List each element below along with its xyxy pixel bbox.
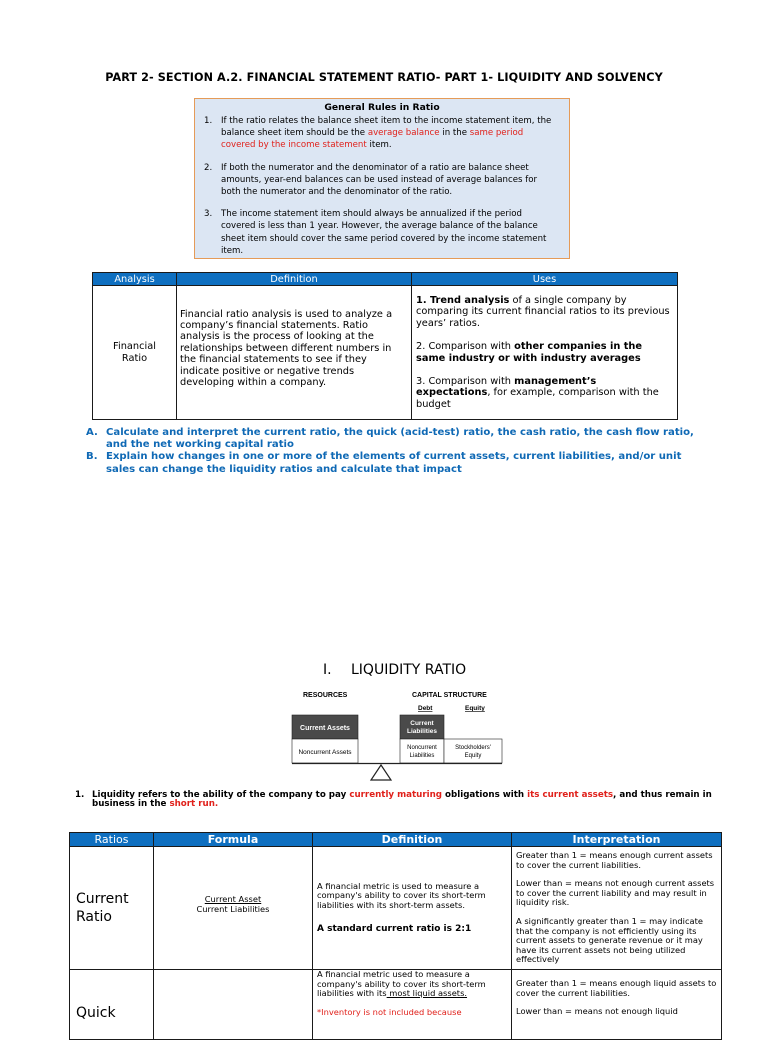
section-title: LIQUIDITY RATIO [351,662,467,678]
objective-item [86,427,706,451]
use-item: 3. Comparison with management’s expectations, for example, comparison with the budget [416,375,659,410]
interpretation-cell [512,970,722,1040]
rule-item [195,208,569,257]
ratios-table [69,832,722,1040]
column-header: Definition [177,273,412,286]
equity-block-label: Equity [464,753,482,759]
column-header: Uses [412,273,678,286]
interpretation-item: Lower than = means not enough liquid [516,1006,678,1017]
liquidity-definition: 1. Liquidity refers to the ability of the company to pay currently maturing obligations with its current assets, and thus remain in business in the short run. [75,790,712,810]
rule-text: If both the numerator and the denominator of a ratio are balance sheet amounts, year-end balances can be used instead of average balances for both the numerator and the denominator of the ratio. [221,162,538,198]
rule-text: The income statement item should always be annualized if the period covered is less than 1 year. However, the average balance of the balance sheet item should cover the same period covered by the income statement item. [221,209,547,256]
general-rules-box [194,98,570,259]
noncurrent-assets-label: Noncurrent Assets [298,749,352,756]
equity-block [444,739,502,763]
rule-number: 3. [204,209,213,220]
table-row [70,847,722,970]
definition-cell: Financial ratio analysis is used to analyze a company’s financial statements. Ratio analysis is the process of looking at the relationships between different numbers in the financial statements to see if they indicate positive or negative trends developing within a company. [177,286,412,420]
definition-number: 1. [75,790,85,800]
objective-letter: A. [86,427,98,438]
section-number: I. [323,662,332,678]
definition-cell [313,847,512,970]
equity-label: Equity [465,705,485,712]
table-header-row [70,833,722,847]
page-title: PART 2- SECTION A.2. FINANCIAL STATEMENT RATIO- PART 1- LIQUIDITY AND SOLVENCY [105,71,663,84]
definition-text: A financial metric used to measure a company's ability to cover its short-term liabilities with its most liquid assets. [317,969,486,999]
debt-label: Debt [418,705,433,712]
definition-highlight: short run. [169,799,219,810]
noncurrent-liabilities-label: Noncurrent [407,745,437,751]
capital-structure-label: CAPITAL STRUCTURE [412,692,487,699]
analysis-table [92,272,678,420]
column-header: Ratios [70,833,154,847]
definition-standard: A standard current ratio is 2:1 [317,923,472,934]
interpretation-item: Greater than 1 = means enough current assets to cover the current liabilities. [516,850,713,870]
rule-number: 1. [204,116,213,126]
analysis-cell: Financial Ratio [93,286,177,420]
formula-cell [154,847,313,970]
formula-numerator: Current Asset [204,894,262,905]
current-assets-label: Current Assets [300,725,350,732]
formula-denominator: Current Liabilities [196,904,270,914]
table-header-row [93,273,678,286]
definition-note: *Inventory is not included because [317,1006,462,1017]
ratio-name: Quick [70,970,154,1040]
interpretation-item: Lower than = means not enough current assets to cover the current liability and may result in liquidity risk. [516,878,715,908]
objective-letter: B. [86,451,98,463]
column-header: Formula [154,833,313,847]
formula-cell [154,970,313,1040]
balance-fulcrum-icon [371,765,391,780]
definition-text: A financial metric is used to measure a company's ability to cover its short-term liabilities with its short-term assets. [317,880,486,910]
ratio-name: Current Ratio [70,847,154,970]
noncurrent-liabilities-label: Liabilities [409,753,435,759]
rule-text: in the [439,128,470,139]
resources-label: RESOURCES [303,692,348,699]
column-header: Definition [313,833,512,847]
noncurrent-liabilities-block [400,739,444,763]
balance-sheet-diagram [287,686,507,786]
rule-item [195,162,569,199]
objective-item [86,451,706,475]
general-rules-list [195,115,569,257]
rule-highlight: same period covered by the income statement [221,128,524,151]
rule-item [195,115,569,152]
column-header: Interpretation [512,833,722,847]
definition-highlight: currently maturing [349,790,443,800]
current-liabilities-block [400,715,444,739]
rule-text: item. [366,140,392,151]
current-liabilities-label: Current [410,720,434,727]
rule-text: If the ratio relates the balance sheet item to the income statement item, the balance sheet item should be the [221,116,552,139]
table-row [93,286,678,420]
use-item: 1. Trend analysis of a single company by comparing its current financial ratios to its previous years’ ratios. [416,294,670,329]
rule-highlight: average balance [367,128,440,139]
interpretation-cell [512,847,722,970]
definition-highlight: its current assets [527,790,614,800]
column-header: Analysis [93,273,177,286]
uses-cell [412,286,678,420]
table-row [70,970,722,1040]
rule-number: 2. [204,162,213,173]
learning-objectives [86,427,706,476]
general-rules-heading: General Rules in Ratio [324,102,440,113]
use-item: 2. Comparison with other companies in the same industry or with industry averages [416,341,643,364]
definition-cell [313,970,512,1040]
equity-block-label: Stockholders' [455,745,491,751]
objective-text: Explain how changes in one or more of the elements of current assets, current liabilities, and/or unit sales can change the liquidity ratios and calculate that impact [106,451,682,475]
interpretation-item: Greater than 1 = means enough liquid assets to cover the current liabilities. [516,978,717,998]
section-heading [323,662,466,678]
interpretation-item: A significantly greater than 1 = may indicate that the company is not efficiently using its current assets to generate revenue or it may have its current assets not being utilized effectively [516,916,703,965]
objective-text: Calculate and interpret the current ratio, the quick (acid-test) ratio, the cash ratio, the cash flow ratio, and the net working capital ratio [106,427,694,451]
current-liabilities-label: Liabilities [407,728,437,735]
